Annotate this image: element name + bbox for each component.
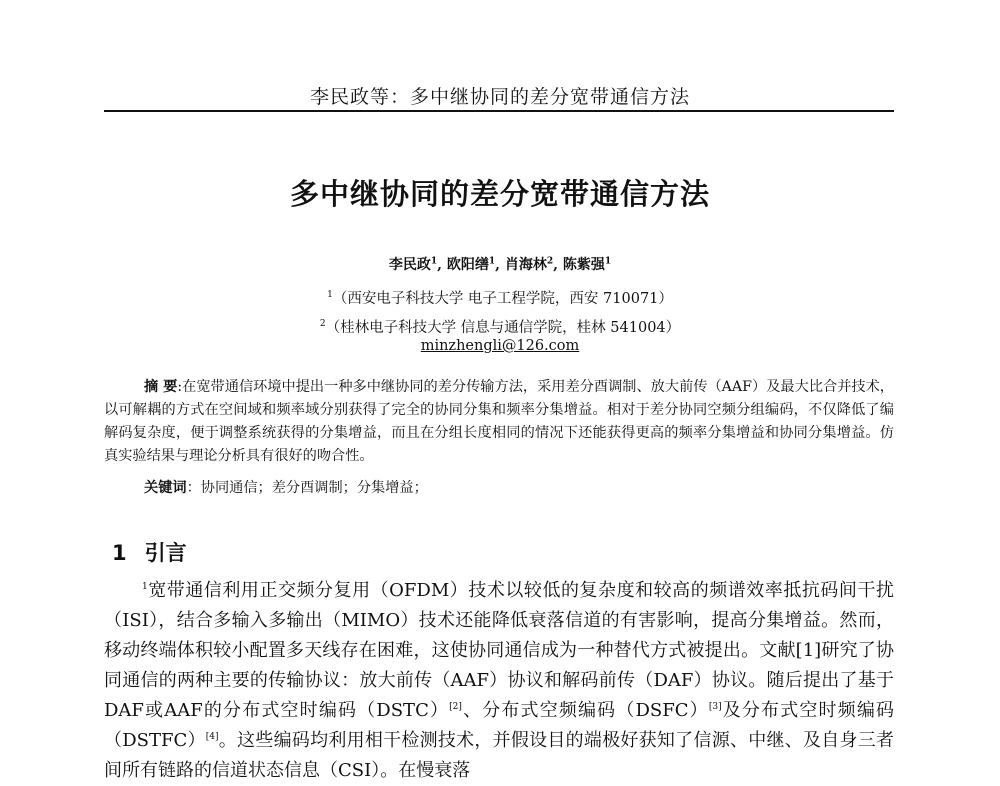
citation-ref: [4] (205, 732, 219, 742)
author-name: 李民政 (388, 257, 431, 273)
body-text-2: 、分布式空频编码（DSFC） (461, 700, 709, 721)
affil-text: （西安电子科技大学 电子工程学院，西安 710071） (332, 291, 673, 307)
author-email[interactable]: minzhengli@126.com (420, 338, 580, 354)
body-text-3: 及分布式空时频编码（DSTFC） (104, 700, 894, 751)
body-text-4: 。这些编码均利用相干检测技术，并假设目的端极好获知了信源、中继、及自身三者间所有链路的信道状态信息（CSI）。在慢衰落 (104, 730, 894, 781)
section-title: 引言 (144, 541, 187, 565)
keywords-label: 关键词 (144, 480, 187, 496)
author-affil-mark: 2 (546, 256, 554, 267)
header-rule (104, 110, 894, 112)
citation-ref: [3] (708, 702, 722, 712)
keywords (144, 477, 428, 497)
body-text-1: 宽带通信利用正交频分复用（OFDM）技术以较低的复杂度和较高的频谱效率抵抗码间干扰（ISI），结合多输入多输出（MIMO）技术还能降低衰落信道的有害影响，提高分集增益。然而，移动终端体积较小配置多天线存在困难，这使协同通信成为一种替代方式被提出。文献[1]研究了协同通信的两种主要的传输协议：放大前传（AAF）协议和解码前传（DAF）协议。随后提出了基于DAF或AAF的分布式空时编码（DSTC） (104, 580, 894, 721)
affil-text: （桂林电子科技大学 信息与通信学院，桂林 541004） (325, 320, 681, 336)
author-affil-mark: 1 (488, 256, 496, 267)
running-head: 李民政等：多中继协同的差分宽带通信方法 (309, 86, 690, 108)
author-affil-mark: 1 (604, 256, 612, 267)
footnote-mark: 1 (142, 582, 148, 592)
section-heading (112, 537, 187, 567)
paper-title: 多中继协同的差分宽带通信方法 (289, 177, 710, 211)
author-name: 陈紫强 (562, 257, 605, 273)
author-affil-mark: 1 (430, 256, 438, 267)
citation-ref: [2] (449, 702, 462, 712)
abstract-text: :在宽带通信环境中提出一种多中继协同的差分传输方法，采用差分酉调制、放大前传（AAF）及最大比合并技术，以可解耦的方式在空间域和频率域分别获得了完全的协同分集和频率分集增益。相对于差分协同空频分组编码，不仅降低了编解码复杂度，便于调整系统获得的分集增益，而且在分组长度相同的情况下还能获得更高的频率分集增益和协同分集增益。仿真实验结果与理论分析具有很好的吻合性。 (104, 379, 894, 464)
abstract-label: 摘 要 (144, 379, 178, 395)
abstract (104, 376, 894, 468)
affil-mark: 2 (319, 319, 326, 330)
body-paragraph (104, 576, 894, 786)
affiliation (0, 316, 1000, 337)
section-number: 1 (112, 541, 127, 565)
author-name: 肖海林 (504, 257, 547, 273)
author-list: 李民政$^1$, 欧阳缮$^1$, 肖海林$^2$, 陈紫强$^1$ (388, 256, 612, 273)
keywords-text: ：协同通信；差分酉调制；分集增益； (186, 480, 428, 496)
author-name: 欧阳缮 (446, 257, 489, 273)
affiliation (0, 287, 1000, 308)
affil-mark: 1 (327, 290, 333, 301)
